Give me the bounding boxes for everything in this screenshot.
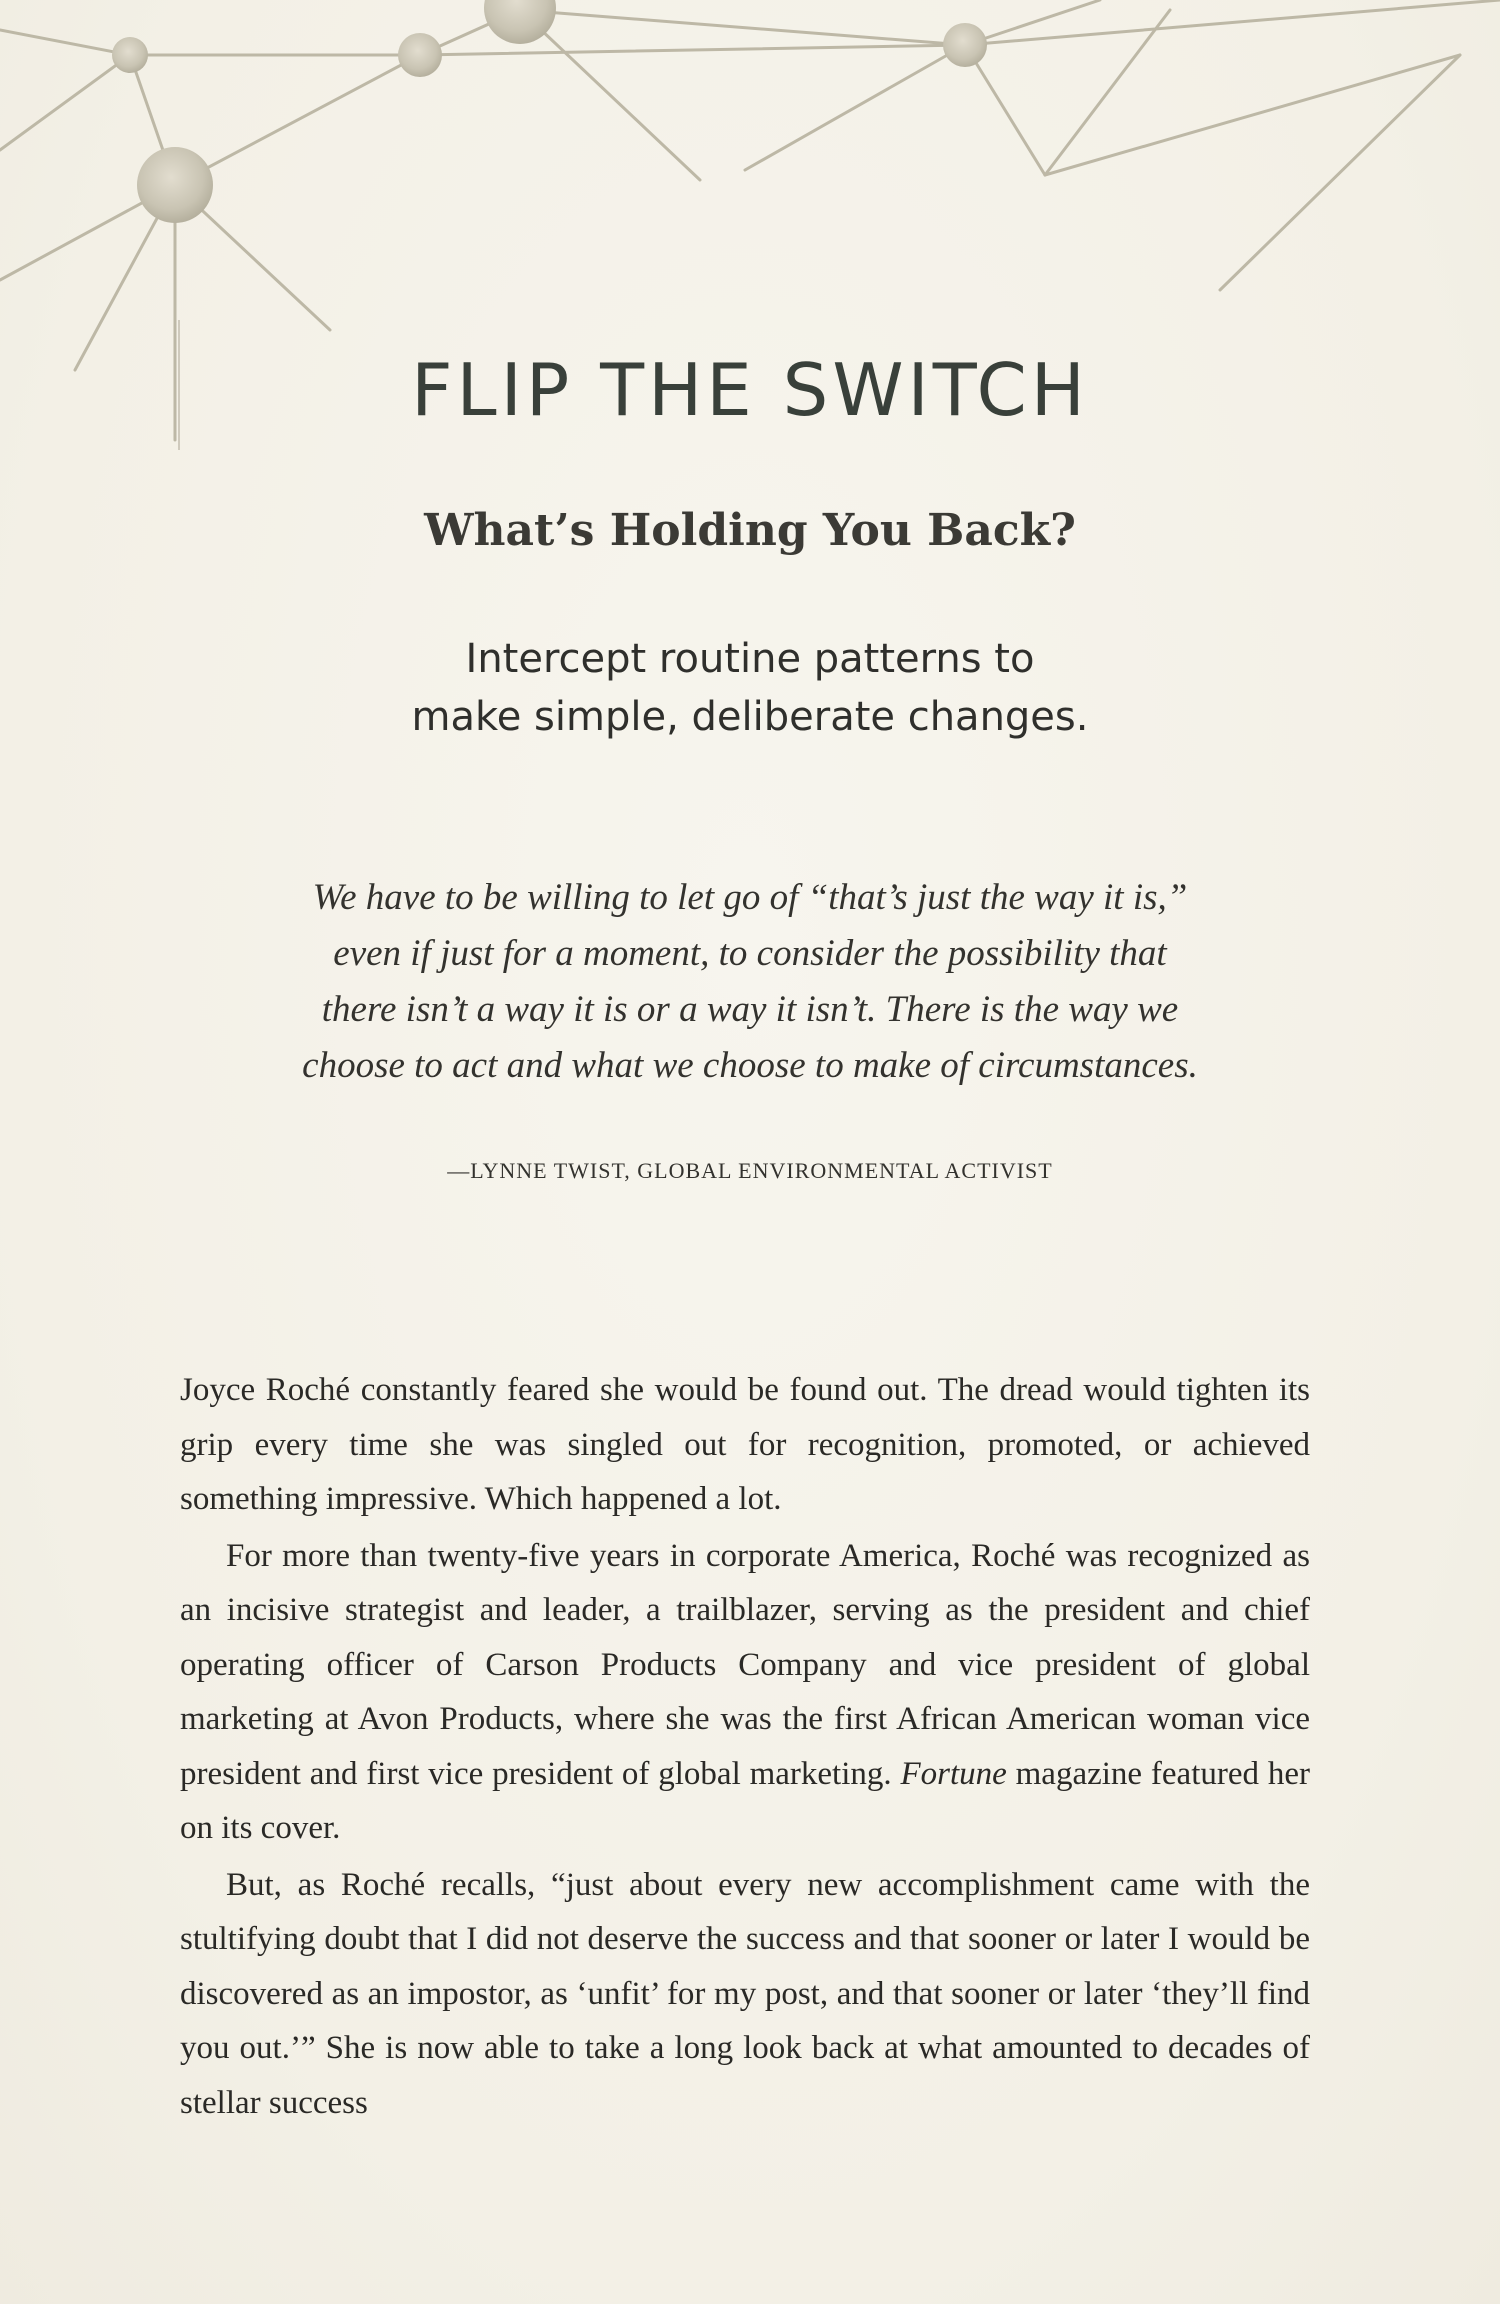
epigraph-line: We have to be willing to let go of “that’s just the way it is,” — [312, 877, 1188, 918]
paragraph — [180, 1529, 1310, 1856]
intro-line: Intercept routine patterns to — [465, 636, 1035, 682]
chapter-intro — [0, 630, 1500, 746]
epigraph-line: even if just for a moment, to consider the possibility that — [333, 933, 1167, 974]
epigraph-quote — [0, 870, 1500, 1094]
paragraph: Joyce Roché constantly feared she would be found out. The dread would tighten its grip every time she was singled out for recognition, promoted, or achieved something impressive. Which happened a lot. — [180, 1372, 1310, 1517]
paragraph: But, as Roché recalls, “just about every new accomplishment came with the stultifying doubt that I did not deserve the success and that sooner or later I would be discovered as an impostor, as ‘unfit’ for my post, and that sooner or later ‘they’ll find you out.’” She is now able to take a long look back at what amounted to decades of stellar success — [180, 1866, 1310, 2121]
chapter-subtitle: What’s Holding You Back? — [424, 505, 1076, 556]
body-text — [180, 1363, 1310, 2130]
chapter-title: FLIP THE SWITCH — [411, 348, 1089, 432]
intro-line: make simple, deliberate changes. — [411, 694, 1089, 740]
epigraph-attribution: —LYNNE TWIST, GLOBAL ENVIRONMENTAL ACTIVIST — [447, 1158, 1053, 1183]
paragraph-text: For more than twenty-five years in corporate America, Roché was recognized as an incisive strategist and leader, a trailblazer, serving as the president and chief operating officer of Carson Products Company and vice president of global marketing at Avon Products, where she was the first African American woman vice president and first vice president of global marketing. — [180, 1537, 1310, 1792]
paragraph-text: magazine featured her on its cover. — [180, 1755, 1310, 1846]
epigraph-line: choose to act and what we choose to make of circumstances. — [302, 1045, 1198, 1086]
epigraph-line: there isn’t a way it is or a way it isn’t. There is the way we — [321, 989, 1179, 1030]
magazine-title: Fortune — [900, 1755, 1007, 1792]
